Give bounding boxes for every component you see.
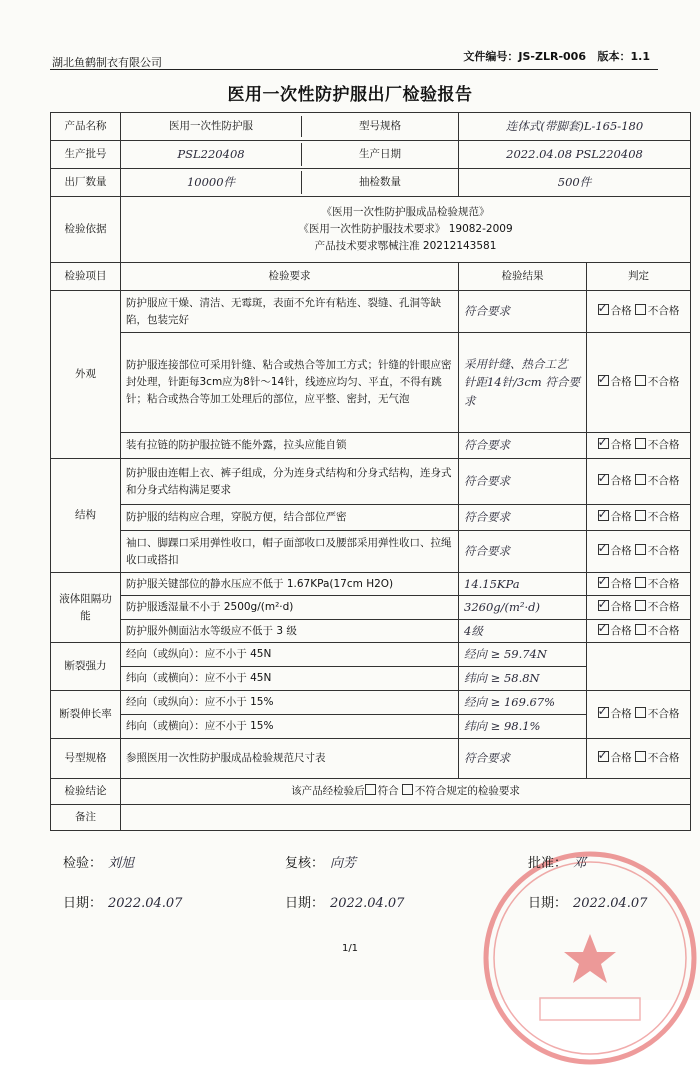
req-structure-2: 防护服的结构应合理，穿脱方便，结合部位严密	[121, 505, 459, 531]
row-structure-3	[51, 531, 691, 573]
pass-checkbox[interactable]	[598, 707, 609, 718]
fail-checkbox[interactable]	[635, 544, 646, 555]
doc-no: JS-ZLR-006	[518, 50, 586, 63]
pass-checkbox[interactable]	[598, 624, 609, 635]
fail-text: 不合格	[647, 439, 680, 452]
cat-elongation: 断裂伸长率	[51, 691, 121, 739]
conform-checkbox[interactable]	[365, 784, 376, 795]
fail-text: 不合格	[647, 475, 680, 488]
pass-checkbox[interactable]	[598, 544, 609, 555]
fail-text: 不合格	[647, 624, 680, 637]
pass-checkbox[interactable]	[598, 600, 609, 611]
conclusion-text	[121, 779, 691, 805]
req-strength-2: 纬向（或横向）：应不小于 45N	[121, 667, 459, 691]
row-model-spec	[51, 739, 691, 779]
fail-checkbox[interactable]	[635, 438, 646, 449]
req-model-spec: 参照医用一次性防护服成品检验规范尺寸表	[121, 739, 459, 779]
pass-checkbox[interactable]	[598, 577, 609, 588]
req-strength-1: 经向（或纵向）：应不小于 45N	[121, 643, 459, 667]
cat-strength: 断裂强力	[51, 643, 121, 691]
result-liquid-2: 3260g/(m²·d)	[459, 596, 587, 619]
pass-text: 合格	[610, 577, 632, 590]
result-liquid-1: 14.15KPa	[459, 573, 587, 596]
req-elongation-2: 纬向（或横向）：应不小于 15%	[121, 715, 459, 739]
row-structure-2	[51, 505, 691, 531]
req-appearance-1: 防护服应干燥、清洁、无霉斑，表面不允许有粘连、裂缝、孔洞等缺陷，包装完好	[121, 291, 459, 333]
fail-checkbox[interactable]	[635, 707, 646, 718]
pass-checkbox[interactable]	[598, 375, 609, 386]
judge-structure-2	[587, 505, 691, 531]
result-structure-1: 符合要求	[459, 459, 587, 505]
prod-date-value: 2022.04.08 PSL220408	[459, 141, 691, 169]
fail-checkbox[interactable]	[635, 600, 646, 611]
pass-text: 合格	[610, 624, 632, 637]
date-value: 2022.04.07	[108, 896, 183, 911]
conform-text: 符合	[377, 785, 399, 798]
batch-wrap	[121, 141, 459, 169]
pass-checkbox[interactable]	[598, 474, 609, 485]
cat-liquid: 液体阻隔功能	[51, 573, 121, 643]
pass-checkbox[interactable]	[598, 438, 609, 449]
fail-text: 不合格	[647, 577, 680, 590]
approver-signature	[528, 852, 586, 871]
nonconform-checkbox[interactable]	[402, 784, 413, 795]
row-liquid-3	[51, 619, 691, 642]
cat-appearance: 外观	[51, 291, 121, 459]
pass-text: 合格	[610, 439, 632, 452]
qty-value: 10000件	[121, 171, 302, 193]
conclusion-prefix: 该产品经检验后	[291, 785, 365, 798]
fail-text: 不合格	[647, 601, 680, 614]
row-structure-1	[51, 459, 691, 505]
conclusion-label: 检验结论	[51, 779, 121, 805]
pass-text: 合格	[610, 376, 632, 389]
pass-text: 合格	[610, 305, 632, 318]
version-label: 版本：	[597, 50, 631, 63]
judge-elongation	[587, 691, 691, 739]
basis-line-3: 产品技术要求鄂械注准 20212143581	[314, 239, 497, 252]
pass-checkbox[interactable]	[598, 751, 609, 762]
result-appearance-1: 符合要求	[459, 291, 587, 333]
batch-label: 生产批号	[51, 141, 121, 169]
fail-text: 不合格	[647, 752, 680, 765]
pass-text: 合格	[610, 752, 632, 765]
result-strength-2: 纬向 ≥ 58.8N	[459, 667, 587, 691]
model-label: 型号规格	[359, 120, 401, 133]
reviewer-name: 向芳	[330, 856, 357, 871]
row-elongation-1	[51, 691, 691, 715]
approver-date	[528, 892, 647, 911]
report-table	[50, 112, 691, 831]
pass-checkbox[interactable]	[598, 304, 609, 315]
judge-structure-1	[587, 459, 691, 505]
pass-text: 合格	[610, 708, 632, 721]
version: 1.1	[630, 50, 650, 63]
doc-no-label: 文件编号：	[463, 50, 519, 63]
date-value: 2022.04.07	[330, 896, 405, 911]
fail-text: 不合格	[647, 708, 680, 721]
row-conclusion	[51, 779, 691, 805]
result-structure-3: 符合要求	[459, 531, 587, 573]
result-appearance-3: 符合要求	[459, 433, 587, 459]
page-number: 1/1	[341, 943, 359, 954]
batch-value: PSL220408	[121, 143, 302, 165]
row-column-headers	[51, 263, 691, 291]
row-appearance-3	[51, 433, 691, 459]
product-name-value: 医用一次性防护服	[121, 116, 302, 137]
cat-model-spec: 号型规格	[51, 739, 121, 779]
fail-text: 不合格	[647, 545, 680, 558]
judge-strength	[587, 643, 691, 691]
col-req: 检验要求	[121, 263, 459, 291]
fail-text: 不合格	[647, 376, 680, 389]
date-label: 日期：	[528, 896, 568, 911]
sample-value: 500件	[459, 169, 691, 197]
req-liquid-3: 防护服外侧面沾水等级应不低于 3 级	[121, 619, 459, 642]
product-name-wrap	[121, 113, 459, 141]
col-judge: 判定	[587, 263, 691, 291]
inspector-date	[63, 892, 182, 911]
result-liquid-3: 4级	[459, 619, 587, 642]
doc-info	[463, 48, 650, 64]
company-name: 湖北鱼鹤制衣有限公司	[52, 56, 162, 69]
product-name-label: 产品名称	[51, 113, 121, 141]
pass-checkbox[interactable]	[598, 510, 609, 521]
pass-text: 合格	[610, 511, 632, 524]
result-elongation-2: 纬向 ≥ 98.1%	[459, 715, 587, 739]
row-remark	[51, 805, 691, 831]
judge-appearance-1	[587, 291, 691, 333]
fail-checkbox[interactable]	[635, 624, 646, 635]
result-appearance-2: 采用针缝、热合工艺 针距14针/3cm 符合要求	[459, 333, 587, 433]
col-result: 检验结果	[459, 263, 587, 291]
req-liquid-2: 防护服透湿量不小于 2500g/(m²·d)	[121, 596, 459, 619]
req-appearance-2: 防护服连接部位可采用针缝、粘合或热合等加工方式；针缝的针眼应密封处理，针距每3cm应为8针～14针，线迹应均匀、平直，不得有跳针；粘合或热合等加工处理后的部位，应平整、密封，无气泡	[121, 333, 459, 433]
fail-checkbox[interactable]	[635, 375, 646, 386]
fail-checkbox[interactable]	[635, 577, 646, 588]
row-qty	[51, 169, 691, 197]
fail-checkbox[interactable]	[635, 510, 646, 521]
approver-name: 邓	[573, 856, 587, 871]
row-batch	[51, 141, 691, 169]
row-product-name	[51, 113, 691, 141]
prod-date-label: 生产日期	[359, 148, 401, 161]
col-item: 检验项目	[51, 263, 121, 291]
basis-label: 检验依据	[51, 197, 121, 263]
nonconform-text: 不符合规定的检验要求	[414, 785, 520, 798]
req-liquid-1: 防护服关键部位的静水压应不低于 1.67KPa(17cm H2O)	[121, 573, 459, 596]
inspector-signature	[63, 852, 134, 871]
approver-label: 批准：	[528, 856, 568, 871]
qty-wrap	[121, 169, 459, 197]
row-basis	[51, 197, 691, 263]
inspector-name: 刘旭	[108, 856, 135, 871]
result-structure-2: 符合要求	[459, 505, 587, 531]
remark-value	[121, 805, 691, 831]
sample-label: 抽检数量	[359, 176, 401, 189]
date-label: 日期：	[285, 896, 325, 911]
header-divider	[50, 69, 658, 70]
basis-line-1: 《医用一次性防护服成品检验规范》	[321, 206, 490, 219]
fail-checkbox[interactable]	[635, 751, 646, 762]
judge-structure-3	[587, 531, 691, 573]
result-elongation-1: 经向 ≥ 169.67%	[459, 691, 587, 715]
inspector-label: 检验：	[63, 856, 103, 871]
date-label: 日期：	[63, 896, 103, 911]
judge-appearance-2	[587, 333, 691, 433]
req-structure-3: 袖口、脚踝口采用弹性收口，帽子面部收口及腰部采用弹性收口、拉绳收口或搭扣	[121, 531, 459, 573]
row-liquid-2	[51, 596, 691, 619]
fail-checkbox[interactable]	[635, 474, 646, 485]
result-model-spec: 符合要求	[459, 739, 587, 779]
fail-text: 不合格	[647, 511, 680, 524]
judge-model-spec	[587, 739, 691, 779]
req-appearance-3: 装有拉链的防护服拉链不能外露，拉头应能自锁	[121, 433, 459, 459]
result-strength-1: 经向 ≥ 59.74N	[459, 643, 587, 667]
req-elongation-1: 经向（或纵向）：应不小于 15%	[121, 691, 459, 715]
reviewer-label: 复核：	[285, 856, 325, 871]
model-value: 连体式(带脚套)L-165-180	[459, 113, 691, 141]
judge-appearance-3	[587, 433, 691, 459]
judge-liquid-3	[587, 619, 691, 642]
row-strength-1	[51, 643, 691, 667]
req-structure-1: 防护服由连帽上衣、裤子组成，分为连身式结构和分身式结构，连身式和分身式结构满足要求	[121, 459, 459, 505]
basis-line-2: 《医用一次性防护服技术要求》 19082-2009	[298, 223, 513, 236]
pass-text: 合格	[610, 601, 632, 614]
date-value: 2022.04.07	[573, 896, 648, 911]
remark-label: 备注	[51, 805, 121, 831]
report-title: 医用一次性防护服出厂检验报告	[227, 85, 473, 105]
row-liquid-1	[51, 573, 691, 596]
pass-text: 合格	[610, 545, 632, 558]
judge-liquid-1	[587, 573, 691, 596]
cat-structure: 结构	[51, 459, 121, 573]
row-appearance-2	[51, 333, 691, 433]
judge-liquid-2	[587, 596, 691, 619]
company-seal	[470, 838, 700, 1078]
fail-text: 不合格	[647, 305, 680, 318]
pass-text: 合格	[610, 475, 632, 488]
fail-checkbox[interactable]	[635, 304, 646, 315]
row-appearance-1	[51, 291, 691, 333]
qty-label: 出厂数量	[51, 169, 121, 197]
reviewer-signature	[285, 852, 356, 871]
reviewer-date	[285, 892, 404, 911]
basis-content	[121, 197, 691, 263]
